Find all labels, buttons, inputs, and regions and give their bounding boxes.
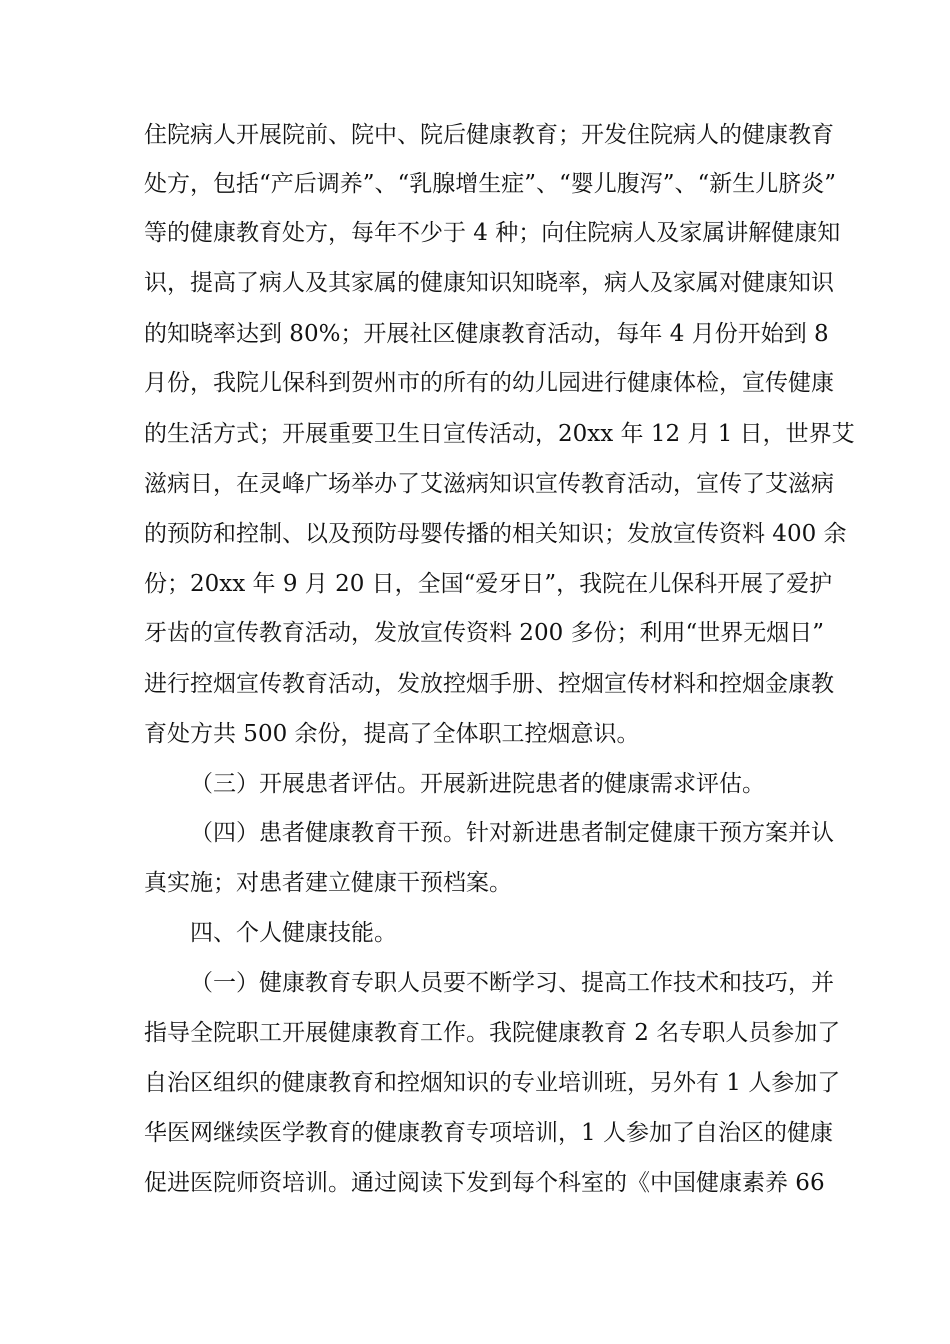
paragraph-line: 的生活方式；开展重要卫生日宣传活动，20xx 年 12 月 1 日，世界艾 [144, 421, 855, 447]
paragraph-line: 识，提高了病人及其家属的健康知识知晓率，病人及家属对健康知识 [144, 270, 834, 296]
paragraph-line: 的知晓率达到 80%；开展社区健康教育活动，每年 4 月份开始到 8 [144, 321, 829, 347]
paragraph-line: 进行控烟宣传教育活动，发放控烟手册、控烟宣传材料和控烟金康教 [144, 671, 834, 697]
paragraph-line: 月份，我院儿保科到贺州市的所有的幼儿园进行健康体检，宣传健康 [144, 370, 834, 396]
paragraph-line: 促进医院师资培训。通过阅读下发到每个科室的《中国健康素养 66 [144, 1170, 825, 1196]
paragraph-line: 自治区组织的健康教育和控烟知识的专业培训班，另外有 1 人参加了 [144, 1070, 841, 1096]
paragraph-line: 指导全院职工开展健康教育工作。我院健康教育 2 名专职人员参加了 [144, 1020, 841, 1046]
section-heading-personal-skills: 四、个人健康技能。 [190, 920, 397, 946]
paragraph-line: 育处方共 500 余份，提高了全体职工控烟意识。 [144, 721, 640, 747]
section-heading-3: （三）开展患者评估。开展新进院患者的健康需求评估。 [190, 771, 765, 797]
paragraph-line: 滋病日，在灵峰广场举办了艾滋病知识宣传教育活动，宣传了艾滋病 [144, 471, 834, 497]
section-heading-4: （四）患者健康教育干预。针对新进患者制定健康干预方案并认 [190, 820, 834, 846]
paragraph-line: 等的健康教育处方，每年不少于 4 种；向住院病人及家属讲解健康知 [144, 220, 841, 246]
paragraph-line: 份；20xx 年 9 月 20 日，全国“爱牙日”，我院在儿保科开展了爱护 [144, 571, 833, 597]
paragraph-line: 处方，包括“产后调养”、“乳腺增生症”、“婴儿腹泻”、“新生儿脐炎” [144, 171, 837, 197]
paragraph-line: 的预防和控制、以及预防母婴传播的相关知识；发放宣传资料 400 余 [144, 521, 847, 547]
paragraph-line: 住院病人开展院前、院中、院后健康教育；开发住院病人的健康教育 [144, 122, 834, 148]
paragraph-line: 华医网继续医学教育的健康教育专项培训，1 人参加了自治区的健康 [144, 1120, 833, 1146]
section-heading-1: （一）健康教育专职人员要不断学习、提高工作技术和技巧，并 [190, 970, 834, 996]
paragraph-line: 牙齿的宣传教育活动，发放宣传资料 200 多份；利用“世界无烟日” [144, 620, 825, 646]
paragraph-line: 真实施；对患者建立健康干预档案。 [144, 870, 512, 896]
